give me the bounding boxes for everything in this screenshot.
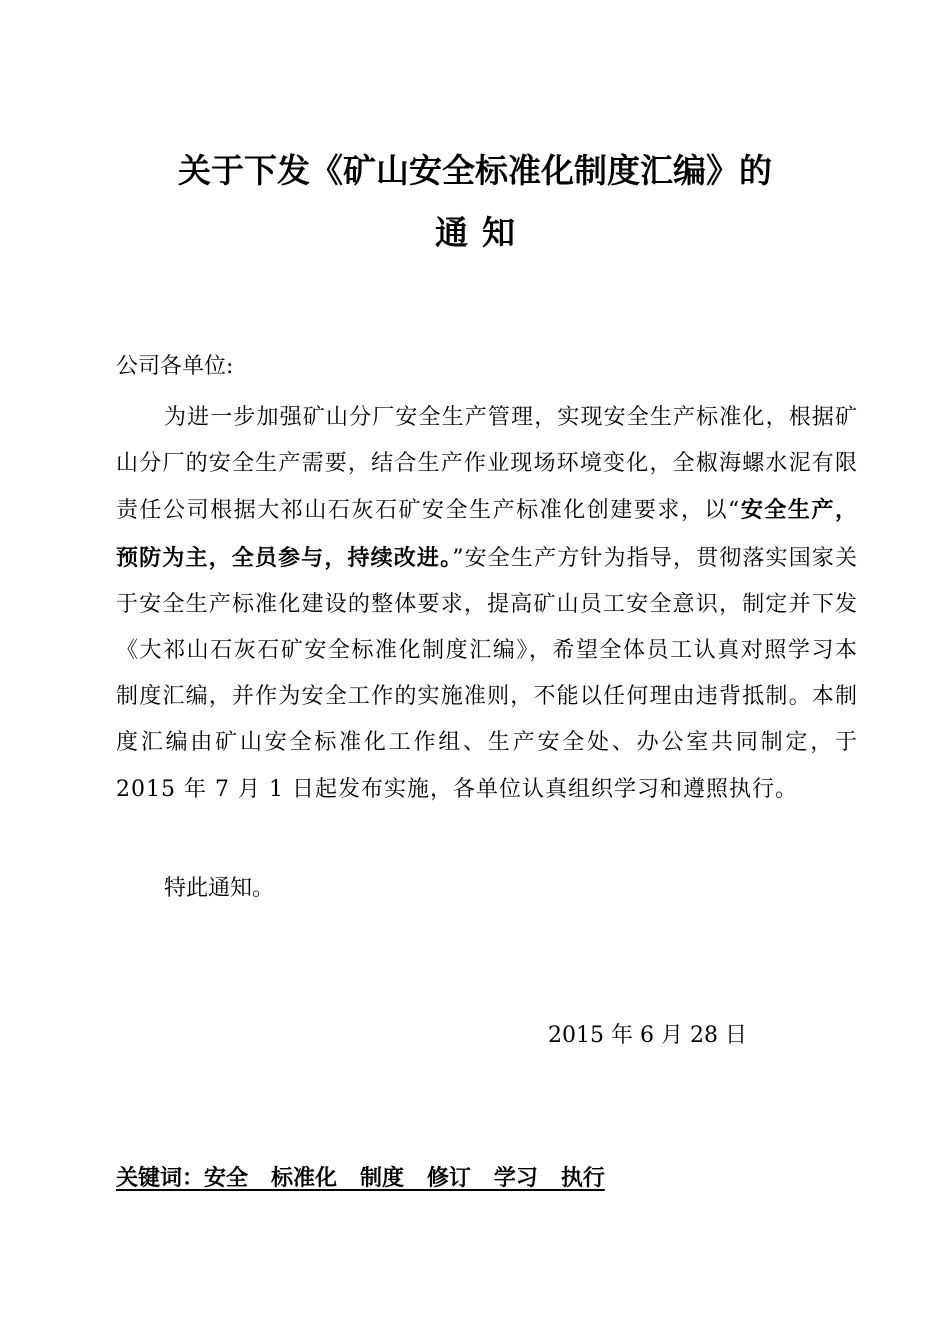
closing-text: 特此通知。 xyxy=(164,876,275,901)
salutation: 公司各单位: xyxy=(116,354,234,379)
body-text-part2: ”安全生产方针为指导，贯彻落实国家关于安全生产标准化建设的整体要求，提高矿山员工安全意识，制定并下发《大祁山石灰石矿安全标准化制度汇编》，希望全体员工认真对照学习本制度汇编，并作为安全工作的实施准则，不能以任何理由违背抵制。本制度汇编由矿山安全标准化工作组、生产安全处、办公室共同制定，于 2015 年 7 月 1 日起发布实施，各单位认真组织学习和遵照执行。 xyxy=(116,545,858,802)
document-title: 关于下发《矿山安全标准化制度汇编》的 xyxy=(178,151,772,190)
body-emphasis: 安全生产，预防为主，全员参与，持续改进。 xyxy=(116,497,858,571)
document-subtitle: 通知 xyxy=(435,213,529,252)
keywords-line: 关键词：安全 标准化 制度 修订 学习 执行 xyxy=(116,1166,605,1191)
document-date: 2015 年 6 月 28 日 xyxy=(548,1023,747,1048)
body-paragraph xyxy=(116,395,858,813)
body-text-part1: 为进一步加强矿山分厂安全生产管理，实现安全生产标准化，根据矿山分厂的安全生产需要，结合生产作业现场环境变化，全椒海螺水泥有限责任公司根据大祁山石灰石矿安全生产标准化创建要求，以“ xyxy=(116,405,858,524)
